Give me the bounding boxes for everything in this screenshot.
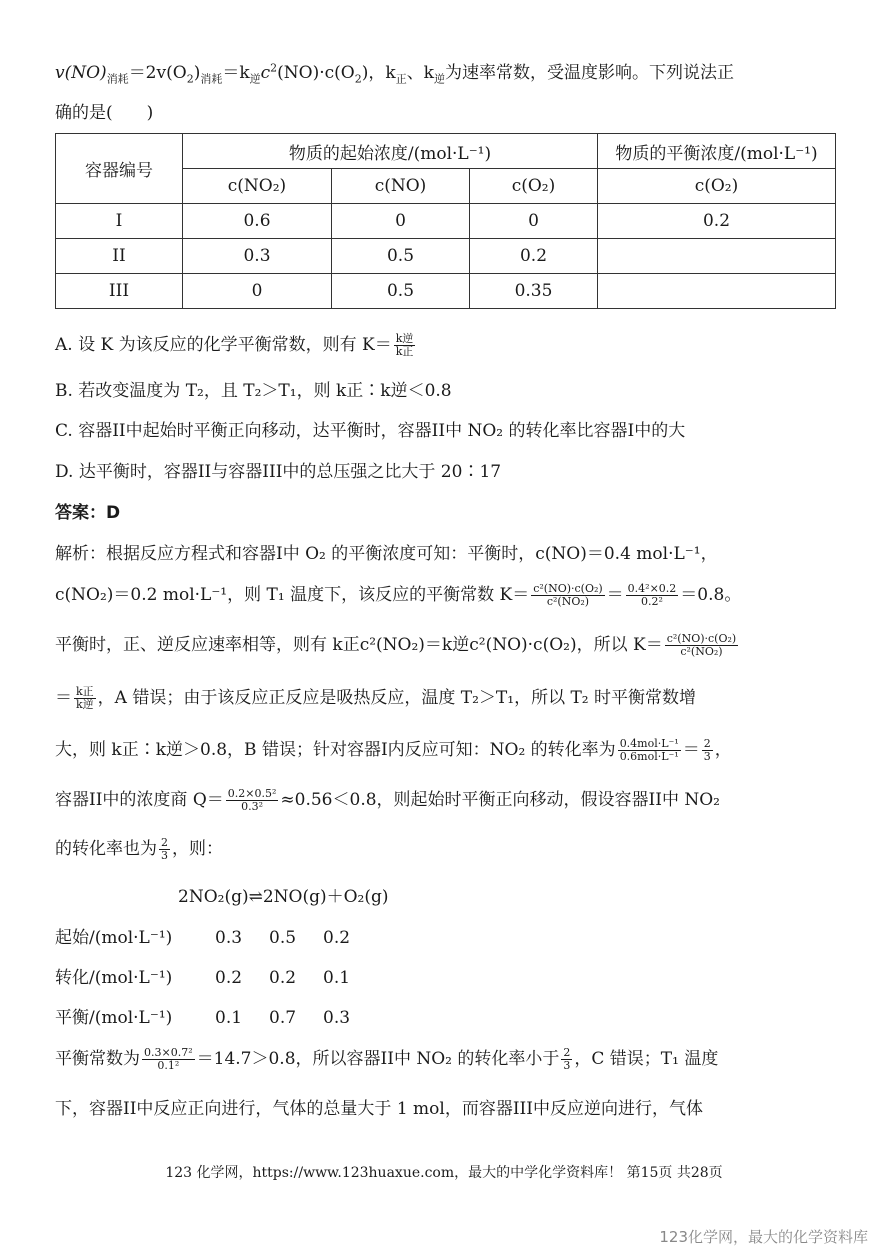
option-a: A. 设 K 为该反应的化学平衡常数，则有 K＝ k逆 k正 — [55, 332, 414, 358]
page-footer: 123 化学网，https://www.123huaxue.com，最大的中学化学资料库！ 第15页 共28页 — [165, 1165, 723, 1181]
concentration-table — [55, 133, 836, 309]
answer: 答案：D — [55, 503, 121, 523]
intro-line-2: 确的是( ) — [55, 103, 154, 123]
analysis-line-6: 容器II中的浓度商 Q＝ $\frac{\text{0.2×0.5²}}{\text{0.3²}}$ ≈0.56＜0.8，则起始时平衡正向移动，假设容器II中 NO₂ — [55, 787, 720, 813]
analysis-line-3: 平衡时，正、逆反应速率相等，则有 k正c²(NO₂)＝k逆c²(NO)·c(O₂)，所以 K＝ $\frac{\text{c²(NO)·c(O₂)}}{\text{c²(NO₂)}}$ — [55, 632, 737, 658]
table-row: II 0.3 0.5 0.2 — [56, 239, 836, 274]
analysis-line-9: 下，容器II中反应正向进行，气体的总量大于 1 mol，而容器III中反应逆向进行，气体 — [55, 1099, 703, 1119]
analysis-line-7: 的转化率也为 $\frac{2}{3}$ ，则： — [55, 836, 223, 862]
analysis-line-4: ＝ k正 k逆 ，A 错误；由于该反应正反应是吸热反应，温度 T₂＞T₁，所以 T₂ 时平衡常数增 — [55, 685, 697, 711]
table-row: III 0 0.5 0.35 — [56, 274, 836, 309]
header-equilibrium: 物质的平衡浓度/(mol·L⁻¹) — [598, 134, 836, 169]
calc-row-equilibrium: 平衡/(mol·L⁻¹) 0.1 0.7 0.3 — [55, 1008, 351, 1028]
header-initial: 物质的起始浓度/(mol·L⁻¹) — [183, 134, 598, 169]
option-d: D. 达平衡时，容器II与容器III中的总压强之比大于 20∶17 — [55, 462, 502, 482]
analysis-line-1: 解析：根据反应方程式和容器I中 O₂ 的平衡浓度可知：平衡时，c(NO)＝0.4 mol·L⁻¹， — [55, 544, 718, 564]
table-row: I 0.6 0 0 0.2 — [56, 204, 836, 239]
header-container: 容器编号 — [56, 134, 183, 204]
watermark: 123化学网，最大的化学资料库 — [659, 1228, 868, 1246]
option-b: B. 若改变温度为 T₂，且 T₂＞T₁，则 k正∶k逆＜0.8 — [55, 381, 452, 401]
subheader-o2: c(O₂) — [470, 169, 598, 204]
analysis-line-5: 大，则 k正∶k逆＞0.8，B 错误；针对容器I内反应可知：NO₂ 的转化率为 0.4mol·L⁻¹ 0.6mol·L⁻¹ ＝ $\frac{2}{3}$ ， — [55, 737, 732, 763]
option-c: C. 容器II中起始时平衡正向移动，达平衡时，容器II中 NO₂ 的转化率比容器I中的大 — [55, 421, 686, 441]
subheader-no2: c(NO₂) — [183, 169, 332, 204]
intro-line-1: $v(NO)_{消耗}=2v(O_2)_{消耗}=k_逆c^2(NO)\cdot c(O_2)$，$k_正$、$k_逆$为速率常数，受温度影响。下列说法正 — [55, 61, 734, 86]
analysis-line-8: 平衡常数为 $\frac{\text{0.3×0.7²}}{\text{0.1²}}$ ＝14.7＞0.8，所以容器II中 NO₂ 的转化率小于 $\frac{2}{3}$ ，C 错误；T₁ 温度 — [55, 1046, 719, 1072]
calc-row-change: 转化/(mol·L⁻¹) 0.2 0.2 0.1 — [55, 968, 351, 988]
analysis-line-2: c(NO₂)＝0.2 mol·L⁻¹，则 T₁ 温度下，该反应的平衡常数 K＝ $\frac{\text{c²(NO)·c(O₂)}}{\text{c²(NO₂)}}$ ＝ $\frac{\text{0.4²×0.2}}{\text{0.2²}}$ ＝0.8。 — [55, 582, 742, 608]
subheader-no: c(NO) — [332, 169, 470, 204]
calc-row-initial: 起始/(mol·L⁻¹) 0.3 0.5 0.2 — [55, 928, 351, 948]
reaction-equation: 2NO₂(g)⇌2NO(g)＋O₂(g) — [178, 887, 389, 907]
subheader-o2-eq: c(O₂) — [598, 169, 836, 204]
